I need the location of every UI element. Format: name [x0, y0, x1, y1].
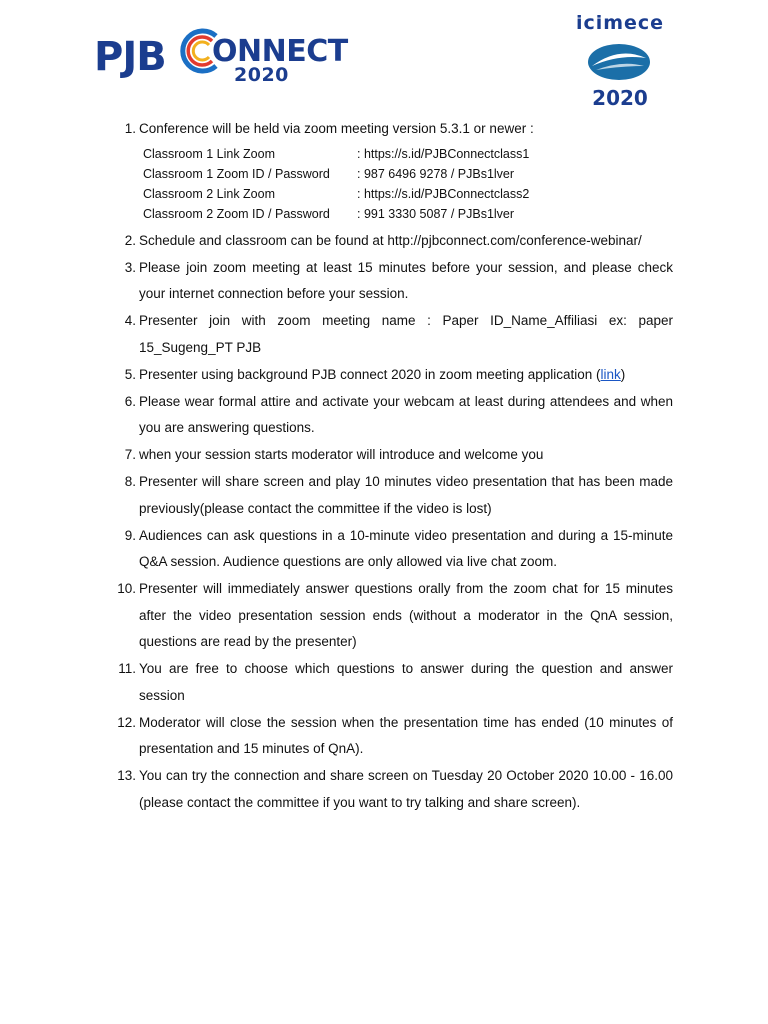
- zoom-detail-label: Classroom 1 Zoom ID / Password: [143, 166, 330, 181]
- zoom-detail-label: Classroom 2 Zoom ID / Password: [143, 206, 330, 221]
- list-item-13: [112, 763, 673, 816]
- item-number: 9.: [124, 527, 136, 543]
- pjb-connect-logo: [94, 20, 348, 86]
- zoom-details: [143, 144, 673, 224]
- item-text: Moderator will close the session when the presentation time has ended (10 minutes of presentation and 15 minutes of QnA).: [139, 714, 673, 756]
- icimece-logo: [566, 12, 674, 108]
- item-text: Presenter will immediately answer questions orally from the zoom chat for 15 minutes after the video presentation session ends (without a moderator in the QnA session, questions are read by the presenter): [139, 581, 673, 649]
- logo-year-text: 2020: [234, 64, 289, 86]
- zoom-detail-row: [143, 204, 673, 224]
- item-number: 11.: [118, 661, 136, 676]
- zoom-detail-row: [143, 164, 673, 184]
- list-item-4: [112, 308, 673, 361]
- item-text: Please join zoom meeting at least 15 minutes before your session, and please check your internet connection before your session.: [139, 259, 673, 301]
- zoom-detail-value: : 987 6496 9278 / PJBs1lver: [357, 166, 515, 181]
- item-text: You can try the connection and share screen on Tuesday 20 October 2020 10.00 - 16.00 (please contact the committee if you want to try talking and share screen).: [139, 768, 673, 810]
- zoom-detail-label: Classroom 1 Link Zoom: [143, 146, 275, 161]
- item-number: 12.: [117, 714, 136, 730]
- item-number: 13.: [117, 768, 136, 783]
- item-number: 3.: [124, 259, 136, 275]
- zoom-detail-value: : https://s.id/PJBConnectclass1: [357, 146, 530, 161]
- logo-pjb-text: PJB: [94, 34, 166, 80]
- list-item-2: [112, 228, 673, 255]
- icimece-year-text: 2020: [592, 86, 648, 110]
- item-text: Presenter will share screen and play 10 minutes video presentation that has been made previously(please contact the committee if the video is lost): [139, 474, 673, 516]
- zoom-detail-value: : 991 3330 5087 / PJBs1lver: [357, 206, 515, 221]
- item-text-after: ): [620, 366, 626, 382]
- item-number: 5.: [124, 366, 136, 382]
- list-item-6: [112, 389, 673, 442]
- icimece-eye-emblem-icon: [586, 40, 652, 84]
- zoom-detail-label: Classroom 2 Link Zoom: [143, 186, 275, 201]
- list-item-1: [112, 116, 673, 224]
- icimece-text: icimece: [575, 12, 665, 34]
- item-number: 2.: [124, 232, 136, 248]
- list-item-8: [112, 469, 673, 522]
- item-number: 1.: [124, 121, 136, 136]
- list-item-11: [112, 656, 673, 709]
- item-text: Conference will be held via zoom meeting version 5.3.1 or newer :: [139, 121, 534, 136]
- item-text: You are free to choose which questions to answer during the question and answer session: [139, 661, 673, 703]
- item-text-before: Presenter using background PJB connect 2020 in zoom meeting application (: [139, 366, 601, 382]
- item-text: when your session starts moderator will introduce and welcome you: [139, 447, 544, 462]
- zoom-detail-row: [143, 144, 673, 164]
- item-number: 8.: [124, 474, 136, 489]
- zoom-detail-row: [143, 184, 673, 204]
- background-link[interactable]: link: [600, 366, 621, 382]
- zoom-detail-value: : https://s.id/PJBConnectclass2: [357, 186, 530, 201]
- list-item-12: [112, 710, 673, 763]
- item-number: 4.: [124, 313, 136, 328]
- list-item-7: [112, 442, 673, 469]
- item-number: 6.: [124, 393, 136, 409]
- item-text: Audiences can ask questions in a 10-minute video presentation and during a 15-minute Q&A session. Audience questions are only allowed via live chat zoom.: [139, 527, 673, 569]
- list-item-3: [112, 255, 673, 308]
- list-item-5: [112, 362, 673, 389]
- list-item-10: [112, 576, 673, 656]
- item-text: Presenter join with zoom meeting name : Paper ID_Name_Affiliasi ex: paper 15_Sugeng_PT PJB: [139, 313, 673, 355]
- item-text: Schedule and classroom can be found at http://pjbconnect.com/conference-webinar/: [139, 232, 642, 248]
- list-item-9: [112, 523, 673, 576]
- item-number: 10.: [117, 581, 136, 596]
- item-number: 7.: [124, 447, 136, 462]
- instructions-list: [112, 116, 673, 817]
- logo-connect-text: ONNECT: [212, 34, 348, 69]
- item-text: Please wear formal attire and activate your webcam at least during attendees and when you are answering questions.: [139, 393, 673, 435]
